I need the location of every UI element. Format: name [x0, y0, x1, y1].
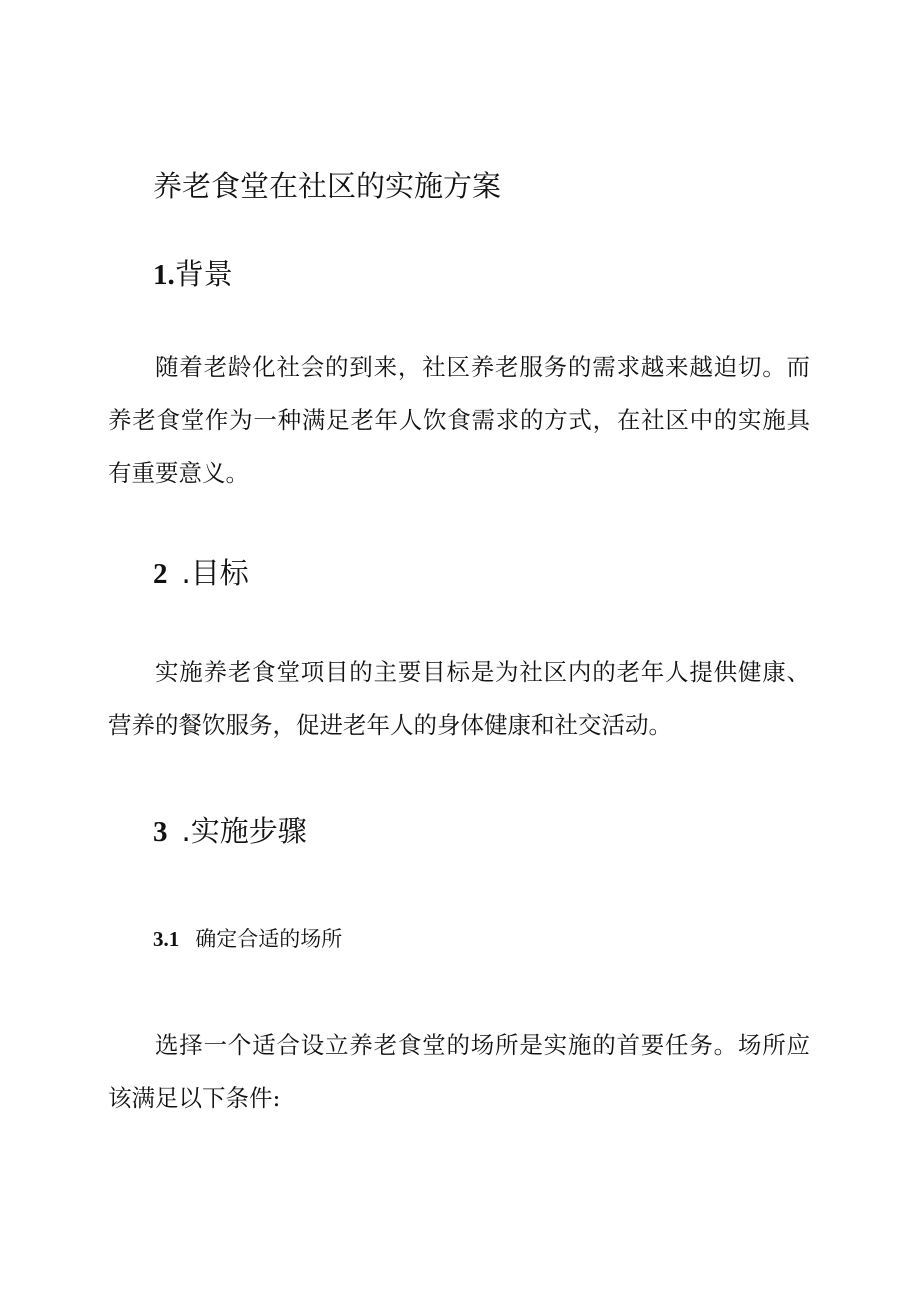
subsection-3-1-title: 确定合适的场所: [195, 927, 343, 951]
subsection-3-1-number: 3.1: [153, 927, 180, 951]
document-title: 养老食堂在社区的实施方案: [153, 169, 502, 203]
section-3-number: 3: [153, 816, 168, 848]
section-1-title: 背景: [174, 257, 233, 291]
section-2-title: .目标: [181, 556, 249, 590]
section-2-heading: [153, 553, 249, 594]
section-2-paragraph: 实施养老食堂项目的主要目标是为社区内的老年人提供健康、营养的餐饮服务，促进老年人的身体健康和社交活动。: [108, 658, 810, 739]
section-2-number: 2: [153, 558, 168, 590]
section-3-heading: [153, 811, 307, 852]
section-1-number: 1.: [153, 259, 175, 291]
subsection-3-1-paragraph: 选择一个适合设立养老食堂的场所是实施的首要任务。场所应该满足以下条件:: [108, 1031, 810, 1112]
section-1-heading: [153, 254, 233, 295]
subsection-3-1-heading: [153, 923, 342, 955]
section-3-title: .实施步骤: [181, 814, 307, 848]
section-1-paragraph: 随着老龄化社会的到来，社区养老服务的需求越来越迫切。而养老食堂作为一种满足老年人饮食需求的方式，在社区中的实施具有重要意义。: [108, 353, 810, 487]
